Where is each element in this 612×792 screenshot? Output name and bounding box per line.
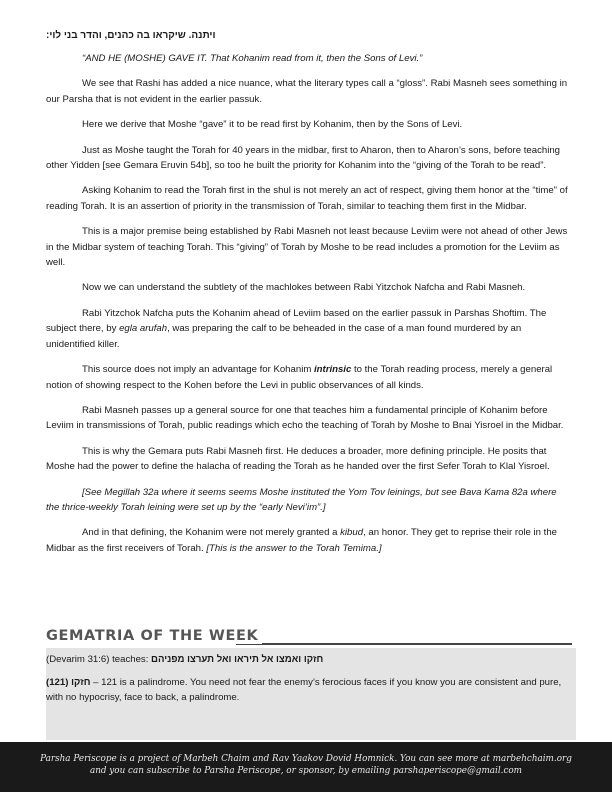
paragraph-7: Now we can understand the subtlety of the machlokes between Rabi Yitzchok Nafcha and Rabi Masneh. <box>82 282 526 294</box>
hebrew-heading-container <box>46 25 572 43</box>
paragraph-13-text-c: , an honor. They get to reprise their role in the Midbar as the first receivers of Torah. <box>46 527 558 554</box>
article-body <box>46 51 572 556</box>
paragraph-8-text-c: , was preparing the calf to be beheaded in the case of a man found murdered by an unidentified killer. <box>46 323 522 350</box>
paragraph-3: Here we derive that Moshe “gave” it to be read first by Kohanim, then by the Sons of Levi. <box>82 119 463 131</box>
paragraph-8 <box>46 306 572 352</box>
term-intrinsic: intrinsic <box>313 364 352 376</box>
gematria-reference: (Devarim 31:6) teaches: <box>46 654 152 665</box>
paragraph-13-text-a: And in that defining, the Kohanim were not merely granted a <box>82 527 341 539</box>
gematria-hebrew-verse: חזקו ואמצו אל תיראו ואל תערצו מפניהם <box>151 654 324 665</box>
paragraph-5: Asking Kohanim to read the Torah first in the shul is not merely an act of respect, giving them honor at the “time” of reading Torah. It is an assertion of priority in the transmission of Torah, similar to teaching them first in the Midbar. <box>46 185 568 212</box>
paragraph-2: We see that Rashi has added a nice nuance, what the literary types call a “gloss”. Rabi Masneh sees something in our Parsha that is not evident in the earlier passuk. <box>46 78 568 105</box>
footer-line-1: Parsha Periscope is a project of Marbeh Chaim and Rav Yaakov Dovid Homnick. You can see more at marbehchaim.org <box>40 754 572 764</box>
paragraph-11: This is why the Gemara puts Rabi Masneh first. He deduces a broader, more defining principle. He posits that Moshe had the power to define the halacha of reading the Torah as he handed over the first Sefer Torah to Klal Yisroel. <box>46 445 550 473</box>
gematria-verse-line <box>46 652 323 667</box>
gematria-title: GEMATRIA OF THE WEEK <box>46 628 262 644</box>
paragraph-9-text-a: This source does not imply an advantage for Kohanim <box>82 364 314 376</box>
term-kibud: kibud <box>340 527 364 539</box>
paragraph-4: Just as Moshe taught the Torah for 40 years in the midbar, first to Aharon, then to Aharon’s sons, before teaching other Yidden [see Gemara Eruvin 54b], so too he built the priority for Kohanim into the “giving of the Torah to be read”. <box>46 144 561 172</box>
gematria-number: (121) <box>46 677 72 688</box>
footer <box>0 742 612 792</box>
hebrew-heading: ויתנה. שיקראו בה כהנים, והדר בני לוי: <box>46 30 216 41</box>
paragraph-6: This is a major premise being established by Rabi Masneh not least because Leviim were not ahead of other Jews in the Midbar system of teaching Torah. This “giving” of Torah by Moshe to be read includes a promotion for the Leviim as well. <box>46 226 568 269</box>
paragraph-9 <box>46 362 572 393</box>
paragraph-13 <box>46 525 572 556</box>
gematria-header <box>46 622 572 650</box>
gematria-rule <box>236 643 572 645</box>
footer-line-2: and you can subscribe to Parsha Periscope, or sponsor, by emailing parshaperiscope@gmail.com <box>89 766 523 776</box>
paragraph-12: [See Megillah 32a where it seems seems Moshe instituted the Yom Tov leinings, but see Bava Kama 82a where the thrice-weekly Torah leining were set up by the “early Nevi’im”.] <box>46 486 557 513</box>
paragraph-13-note: [This is the answer to the Torah Temima.] <box>206 542 382 554</box>
gematria-explanation-text: – 121 is a palindrome. You need not fear the enemy’s ferocious faces if you know you are consistent and pure, with no hypocrisy, face to back, a palindrome. <box>46 677 562 704</box>
paragraph-1: “AND HE (MOSHE) GAVE IT. That Kohanim read from it, then the Sons of Levi.” <box>82 53 423 64</box>
term-egla-arufah: egla arufah <box>119 323 168 335</box>
gematria-explanation <box>46 675 570 706</box>
gematria-hebrew-word: חזקו <box>71 677 91 688</box>
paragraph-9-text-c: to the Torah reading process, merely a general notion of showing respect to the Kohen before the Levi in public observances of all kinds. <box>46 364 553 391</box>
paragraph-8-text-a: Rabi Yitzchok Nafcha puts the Kohanim ahead of Leviim based on the earlier passuk in Parshas Shoftim. The subject there, by <box>46 307 547 335</box>
paragraph-10: Rabi Masneh passes up a general source for one that teaches him a fundamental principle of Kohanim before Leviim in transmissions of Torah, public readings which echo the teaching of Torah by Moshe to Bnai Yisroel in the Midbar. <box>46 404 564 432</box>
